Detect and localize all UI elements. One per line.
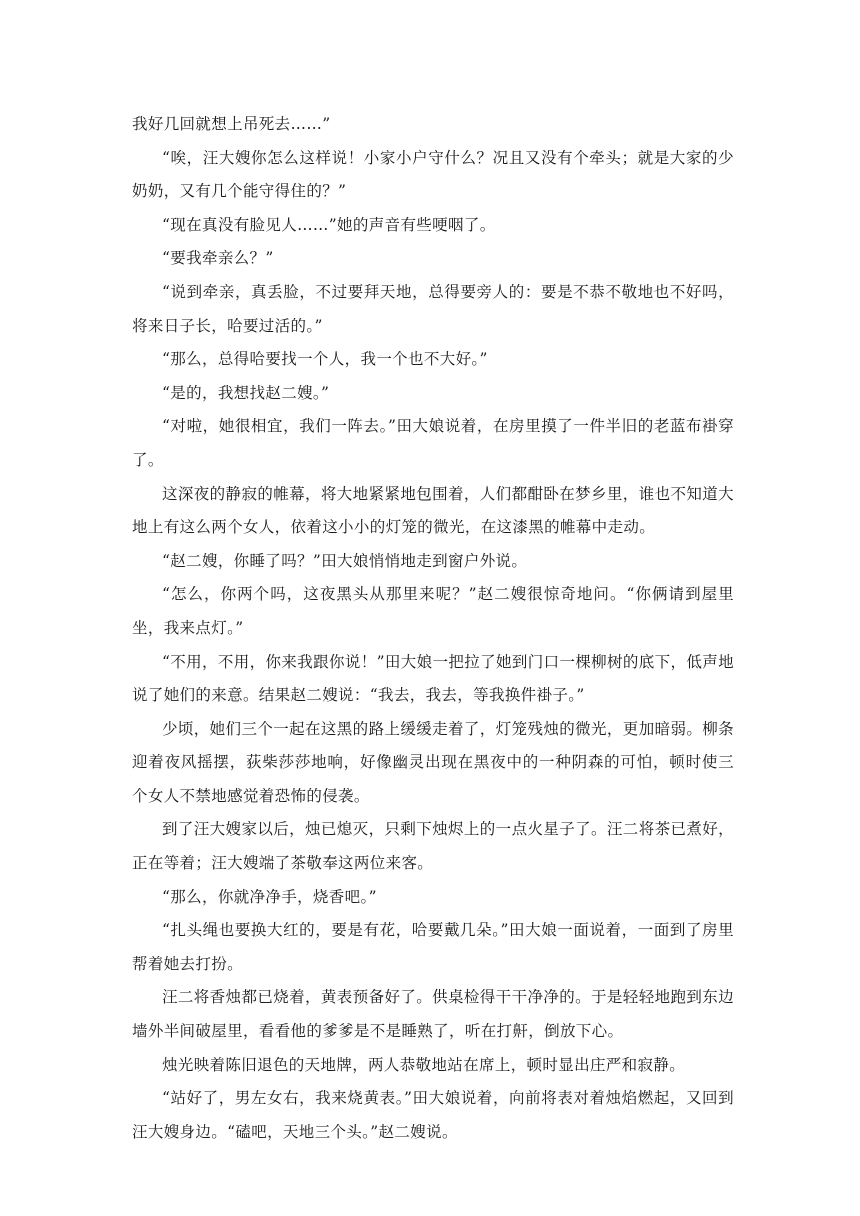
paragraph: “说到牵亲，真丢脸，不过要拜天地，总得要旁人的：要是不恭不敬地也不好吗，将来日子长，哈要过活的。”	[132, 282, 734, 335]
paragraph: “是的，我想找赵二嫂。”	[162, 383, 330, 402]
paragraph: “现在真没有脸见人……”她的声音有些哽咽了。	[162, 215, 496, 234]
paragraph: “那么，总得哈要找一个人，我一个也不大好。”	[162, 350, 488, 369]
body-text	[132, 108, 734, 1149]
paragraph: “对啦，她很相宜，我们一阵去。”田大娘说着，在房里摸了一件半旧的老蓝布褂穿了。	[132, 417, 734, 469]
paragraph: 我好几回就想上吊死去……”	[132, 115, 331, 133]
paragraph: “赵二嫂，你睡了吗？”田大娘悄悄地走到窗户外说。	[162, 551, 528, 570]
paragraph: “唉，汪大嫂你怎么这样说！小家小户守什么？况且又没有个牵头；就是大家的少奶奶，又有几个能守得住的？”	[132, 148, 734, 201]
paragraph: 少顷，她们三个一起在这黑的路上缓缓走着了，灯笼残烛的微光，更加暗弱。柳条迎着夜风摇摆，荻柴莎莎地响，好像幽灵出现在黑夜中的一种阴森的可怕，顿时使三个女人不禁地感觉着恐怖的侵袭。	[132, 719, 734, 805]
paragraph: 这深夜的静寂的帷幕，将大地紧紧地包围着，人们都酣卧在梦乡里，谁也不知道大地上有这么两个女人，依着这小小的灯笼的微光，在这漆黑的帷幕中走动。	[132, 484, 734, 537]
paragraph: “扎头绳也要换大红的，要是有花，哈要戴几朵。”田大娘一面说着，一面到了房里帮着她去打扮。	[132, 921, 734, 973]
paragraph: “不用，不用，你来我跟你说！”田大娘一把拉了她到门口一棵柳树的底下，低声地说了她们的来意。结果赵二嫂说：“我去，我去，等我换件褂子。”	[132, 652, 734, 705]
paragraph: 到了汪大嫂家以后，烛已熄灭，只剩下烛烬上的一点火星子了。汪二将茶已煮好，正在等着；汪大嫂端了茶敬奉这两位来客。	[132, 820, 734, 873]
paragraph: “站好了，男左女右，我来烧黄表。”田大娘说着，向前将表对着烛焰燃起，又回到汪大嫂身边。“磕吧，天地三个头。”赵二嫂说。	[132, 1089, 734, 1141]
paragraph: 烛光映着陈旧退色的天地牌，两人恭敬地站在席上，顿时显出庄严和寂静。	[162, 1055, 686, 1074]
paragraph: “那么，你就净净手，烧香吧。”	[162, 887, 377, 906]
paragraph: “怎么，你两个吗，这夜黑头从那里来呢？”赵二嫂很惊奇地问。“你俩请到屋里坐，我来点灯。”	[132, 585, 734, 637]
paragraph: “要我牵亲么？”	[162, 249, 274, 268]
paragraph: 汪二将香烛都已烧着，黄表预备好了。供桌检得干干净净的。于是轻轻地跑到东边墙外半间破屋里，看看他的爹爹是不是睡熟了，听在打鼾，倒放下心。	[132, 988, 734, 1041]
